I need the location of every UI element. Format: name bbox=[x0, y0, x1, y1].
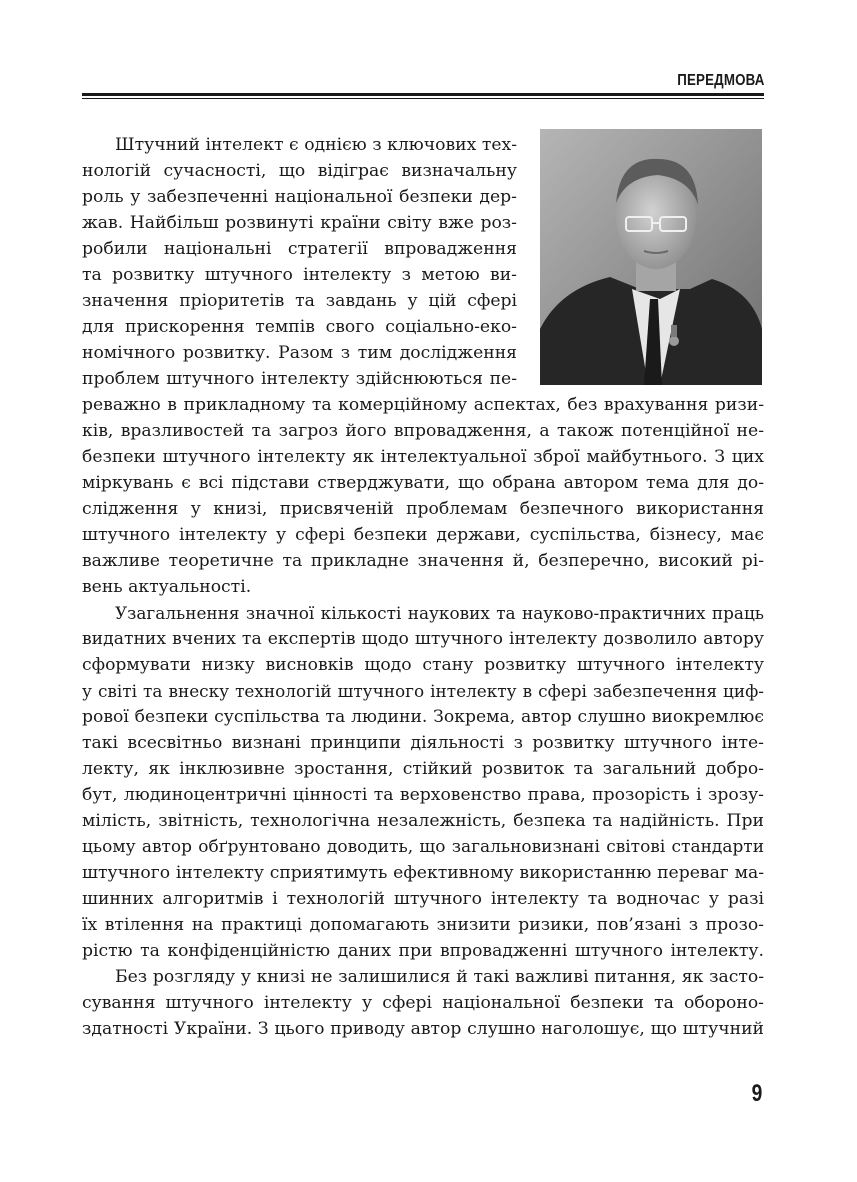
body-line: для прискорення темпів свого соціально-еко- bbox=[82, 317, 517, 337]
page-number: 9 bbox=[751, 1080, 762, 1107]
body-line: здатності України. З цього приводу автор слушно наголошує, що штучний bbox=[82, 1019, 764, 1039]
body-line: номічного розвитку. Разом з тим дослідження bbox=[82, 343, 517, 363]
body-line: цьому автор обґрунтовано доводить, що загальновизнані світові стандарти bbox=[82, 837, 764, 857]
running-title: ПЕРЕДМОВА bbox=[677, 72, 765, 89]
body-line: важливе теоретичне та прикладне значення й, безперечно, високий рі- bbox=[82, 551, 764, 571]
body-line: штучного інтелекту сприятимуть ефективному використанню переваг ма- bbox=[82, 863, 764, 883]
body-line: шинних алгоритмів і технологій штучного інтелекту та водночас у разі bbox=[82, 889, 764, 909]
portrait-photo-icon bbox=[540, 129, 762, 385]
body-line: та розвитку штучного інтелекту з метою ви- bbox=[82, 265, 517, 285]
body-line: такі всесвітньо визнані принципи діяльності з розвитку штучного інте- bbox=[82, 733, 764, 753]
body-line: ків, вразливостей та загроз його впровадження, а також потенційної не- bbox=[82, 421, 764, 441]
body-line: значення пріоритетів та завдань у цій сфері bbox=[82, 291, 517, 311]
body-line: безпеки штучного інтелекту як інтелектуальної зброї майбутнього. З цих bbox=[82, 447, 764, 467]
body-line: лекту, як інклюзивне зростання, стійкий розвиток та загальний добро- bbox=[82, 759, 764, 779]
body-line: Штучний інтелект є однією з ключових тех- bbox=[115, 135, 517, 155]
body-line: міркувань є всі підстави стверджувати, що обрана автором тема для до- bbox=[82, 473, 764, 493]
body-line: слідження у книзі, присвяченій проблемам безпечного використання bbox=[82, 499, 764, 519]
body-line: видатних вчених та експертів щодо штучного інтелекту дозволило автору bbox=[82, 629, 764, 649]
body-line: бут, людиноцентричні цінності та верховенство права, прозорість і зрозу- bbox=[82, 785, 764, 805]
body-line: жав. Найбільш розвинуті країни світу вже роз- bbox=[82, 213, 517, 233]
body-line: сформувати низку висновків щодо стану розвитку штучного інтелекту bbox=[82, 655, 764, 675]
body-line: штучного інтелекту у сфері безпеки держави, суспільства, бізнесу, має bbox=[82, 525, 764, 545]
body-line: сування штучного інтелекту у сфері національної безпеки та обороно- bbox=[82, 993, 764, 1013]
body-line: реважно в прикладному та комерційному аспектах, без врахування ризи- bbox=[82, 395, 764, 415]
body-line: проблем штучного інтелекту здійснюються пе- bbox=[82, 369, 517, 389]
body-line: Без розгляду у книзі не залишилися й такі важливі питання, як засто- bbox=[115, 967, 764, 987]
body-line: роль у забезпеченні національної безпеки дер- bbox=[82, 187, 517, 207]
body-line: рової безпеки суспільства та людини. Зокрема, автор слушно виокремлює bbox=[82, 707, 764, 727]
body-line: мілість, звітність, технологічна незалежність, безпека та надійність. При bbox=[82, 811, 764, 831]
body-line: рістю та конфіденційністю даних при впровадженні штучного інтелекту. bbox=[82, 941, 764, 961]
body-line: робили національні стратегії впровадження bbox=[82, 239, 517, 259]
header-rule-thin bbox=[82, 98, 764, 99]
body-line: у світі та внеску технологій штучного інтелекту в сфері забезпечення циф- bbox=[82, 681, 764, 701]
body-line: їх втілення на практиці допомагають знизити ризики, пов’язані з прозо- bbox=[82, 915, 764, 935]
header-rule-thick bbox=[82, 93, 764, 96]
body-line: Узагальнення значної кількості наукових та науково-практичних праць bbox=[115, 603, 764, 623]
body-line: вень актуальності. bbox=[82, 577, 252, 597]
body-line: нологій сучасності, що відіграє визначальну bbox=[82, 161, 517, 181]
